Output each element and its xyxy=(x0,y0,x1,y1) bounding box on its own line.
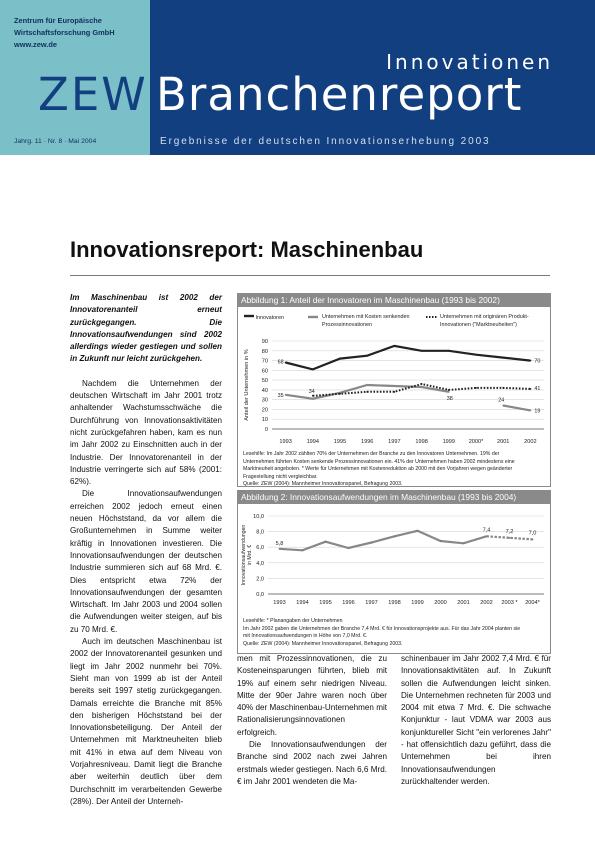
innovators-line xyxy=(286,346,531,370)
institute-line: Zentrum für Europäische xyxy=(14,16,102,25)
y-tick-label: 8,0 xyxy=(256,529,264,536)
legend-label: Unternehmen mit originären Produkt-Innovationen ("Marktneuheiten") xyxy=(440,314,529,328)
data-label: 24 xyxy=(498,397,505,404)
note-line: Fragestellung nicht vergleichbar. xyxy=(243,473,318,480)
y-tick-label: 80 xyxy=(261,348,268,355)
legend-item-market-novelty xyxy=(426,313,550,329)
y-tick-label: 0 xyxy=(264,427,268,433)
data-point xyxy=(394,391,396,393)
data-label: 7,4 xyxy=(482,527,491,534)
x-tick-label: 1996 xyxy=(342,600,355,606)
y-tick-label: 70 xyxy=(261,358,268,365)
data-point xyxy=(339,393,341,395)
data-point xyxy=(486,535,488,537)
y-tick-label: 20 xyxy=(261,407,268,414)
data-point xyxy=(312,398,314,400)
note-line: mit Innovationsaufwendungen in Höhe von 7,0 Mrd. €. xyxy=(243,633,368,640)
data-label: 7,0 xyxy=(528,530,537,537)
figure-1-title: Abbildung 1: Anteil der Innovatoren im Maschinenbau (1993 bis 2002) xyxy=(237,293,551,307)
data-point xyxy=(502,405,504,407)
institute-url[interactable]: www.zew.de xyxy=(14,40,57,49)
note-line: Unternehmen führten Kosten senkende Prozessinnovationen ein. 41% der Unternehmen haben 2002 mindestens eine xyxy=(243,458,515,465)
data-point xyxy=(475,354,477,356)
y-axis-label: Anteil der Unternehmen in % xyxy=(244,349,250,421)
data-point xyxy=(325,541,327,543)
data-point xyxy=(366,384,368,386)
left-column xyxy=(70,292,222,808)
lead-paragraph: Im Maschinenbau ist 2002 der Innovatorenanteil erneut zurückgegangen. Die Innovationsaufwendungen sind 2002 allerdings wieder gestiegen und sollen in Zukunft nur leicht zurückgehen. xyxy=(70,293,222,364)
body-paragraph: Die Innovationsaufwendungen erreichen 2002 jedoch erneut einen neuen Höchststand, da vor allem die Großunternehmen in Summe weiter kräftig in Innovationen investieren. Die Innovationsaufwendungen der deutschen Industrie summieren sich auf 68 Mrd. €. Dies entspricht etwa 72% der Innovationsaufwendungen der gesamten Wirtschaft. Im Jahr 2003 und 2004 sollen die Aufwendungen weiter steigen, auf bis zu 70 Mrd. €. xyxy=(70,489,222,634)
data-point xyxy=(421,386,423,388)
title-rule xyxy=(70,275,550,276)
body-paragraph: Auch im deutschen Maschinenbau ist 2002 der Innovatorenanteil gesunken und liegt im Jahr 2002 nunmehr bei 70%. Sieht man von 1999 ab ist der Anteil bereits seit 1997 stetig zurückgegangen. Damals erreichte die Branche mit 85% den bisherigen Höchststand bei der Innovationsbeteiligung. Der Anteil der Unternehmen mit Marktneuheiten blieb mit 41% in etwa auf dem Niveau von Vorjahresniveau. Damit liegt die Branche aber weiterhin deutlich über dem Durchschnitt im verarbeitenden Gewerbe (28%). Der Anteil der Unterneh- xyxy=(70,637,222,806)
note-line: Marktneuheit angeboten. * Werte für Unternehmen mit Kostenreduktion ab 2000 mit den Vorjahren wegen geänderter xyxy=(243,466,513,473)
x-tick-label: 2002 xyxy=(524,439,537,445)
data-point xyxy=(394,345,396,347)
x-tick-label: 1998 xyxy=(415,439,428,445)
data-point xyxy=(421,350,423,352)
y-tick-label: 40 xyxy=(261,387,268,394)
data-point xyxy=(530,388,532,390)
y-tick-label: 90 xyxy=(261,339,268,345)
legend-swatch-solid xyxy=(244,313,254,319)
y-tick-label: 50 xyxy=(261,378,268,385)
x-tick-label: 1999 xyxy=(411,600,424,606)
legend-label: Unternehmen mit Kosten senkenden Prozessinnovationen xyxy=(322,314,410,328)
x-tick-label: 2001 xyxy=(496,439,510,445)
data-point xyxy=(366,391,368,393)
data-label: 68 xyxy=(277,359,284,366)
x-tick-label: 1994 xyxy=(296,600,309,606)
note-line: Im Jahr 2002 gaben die Unternehmen der Branche 7,4 Mrd. € für Innovationsprojekte aus. Für das Jahr 2004 planten sie xyxy=(243,625,521,632)
data-point xyxy=(502,387,504,389)
data-point xyxy=(530,410,532,412)
data-label: 35 xyxy=(277,392,284,399)
note-line: Lesehilfe: * Planangaben der Unternehmen xyxy=(243,618,343,624)
data-point xyxy=(312,368,314,370)
masthead xyxy=(0,0,595,155)
x-tick-label: 1997 xyxy=(365,600,378,606)
data-point xyxy=(417,530,419,532)
right-column xyxy=(401,653,551,788)
data-point xyxy=(448,350,450,352)
y-axis-label: Innovationsaufwendungen xyxy=(241,524,247,586)
x-tick-label: 2000* xyxy=(468,439,484,445)
data-point xyxy=(463,542,465,544)
legend-swatch-dotted xyxy=(426,314,438,320)
figure-2-title: Abbildung 2: Innovationsaufwendungen im Maschinenbau (1993 bis 2004) xyxy=(237,490,551,504)
x-tick-label: 1996 xyxy=(360,439,374,445)
body-paragraph: schinenbauer im Jahr 2002 7,4 Mrd. € für Innovationsaktivitäten auf. In Zukunft sollen die Aufwendungen leicht sinken. Die Unternehmen rechneten für 2003 und 2004 mit etwa 7 Mrd. €. Die schwache Konjunktur - laut VDMA war 2003 aus konjunktureller Sicht "ein verlorenes Jahr" - hat offensichtlich dazu geführt, dass die Unternehmen bei ihren Innovationsaufwendungen zurückhaltender werden. xyxy=(401,654,551,786)
figure-1-note xyxy=(243,451,545,489)
body-paragraph: men mit Prozessinnovationen, die zu Kosteneinsparungen führten, blieb mit 19% auf einem sehr niedrigen Niveau. Mitte der 90er Jahre waren noch über 40% der Maschinenbau-Unternehmen mit Rationalisierungsinnovationen erfolgreich. xyxy=(237,654,387,737)
x-tick-label: 1998 xyxy=(388,600,401,606)
institute-line: Wirtschaftsforschung GmbH xyxy=(14,28,115,37)
note-line: Lesehilfe: Im Jahr 2002 zählten 70% der Unternehmen der Branche zu den Innovatoren Unternehmen. 19% der xyxy=(243,451,500,457)
figure-2 xyxy=(237,490,551,654)
note-line: Quelle: ZEW (2004): Mannheimer Innovationspanel, Befragung 2003. xyxy=(243,481,403,488)
legend-swatch-grey xyxy=(308,314,318,320)
innovator-share-chart xyxy=(238,333,550,453)
figure-2-note xyxy=(243,618,545,648)
page-title: Innovationsreport: Maschinenbau xyxy=(70,237,424,262)
data-point xyxy=(394,535,396,537)
x-tick-label: 2002 xyxy=(480,600,493,606)
x-tick-label: 1994 xyxy=(306,439,320,445)
y-tick-label: 4,0 xyxy=(256,560,264,567)
x-tick-label: 1997 xyxy=(388,439,401,445)
institute-address xyxy=(14,15,148,51)
data-point xyxy=(279,548,281,550)
data-label: 34 xyxy=(308,388,315,395)
y-tick-label: 6,0 xyxy=(256,545,264,552)
x-tick-label: 2004* xyxy=(525,600,540,606)
data-point xyxy=(339,358,341,360)
data-label: 7,2 xyxy=(505,528,514,535)
data-point xyxy=(448,391,450,393)
note-line: Quelle: ZEW (2004): Mannheimer Innovationspanel, Befragung 2003. xyxy=(243,640,403,647)
body-paragraph: Nachdem die Unternehmen der deutschen Wirtschaft im Jahr 2001 trotz anhaltender Wachstumsschwäche die Durchführung von Innovationsaktivitäten nicht zurückgefahren haben, kam es nun im Jahr 2002 zu Einschnitten auch in der Industrie. Der Innovatorenanteil in der Industrie verringerte sich auf 58% (2001: 62%). xyxy=(70,378,222,487)
x-tick-label: 1993 xyxy=(273,600,286,606)
zew-logo: ZEW xyxy=(38,68,148,121)
y-tick-label: 10,0 xyxy=(253,514,264,520)
y-tick-label: 0,0 xyxy=(256,592,264,598)
y-tick-label: 10 xyxy=(261,417,268,424)
figure-1 xyxy=(237,293,551,487)
data-point xyxy=(302,549,304,551)
data-point xyxy=(371,542,373,544)
x-tick-label: 1995 xyxy=(333,439,347,445)
data-point xyxy=(394,385,396,387)
y-tick-label: 2,0 xyxy=(256,576,264,583)
data-point xyxy=(312,395,314,397)
x-tick-label: 2000 xyxy=(434,600,447,606)
series-title: Branchenreport xyxy=(156,68,523,121)
body-paragraph: Die Innovationsaufwendungen der Branche sind 2002 nach zwei Jahren erstmals wieder gestiegen. Nach 6,6 Mrd. € im Jahr 2001 wendeten die Ma- xyxy=(237,740,387,786)
data-point xyxy=(502,357,504,359)
y-axis-label: in Mrd. € xyxy=(247,544,253,566)
data-label: 19 xyxy=(534,408,541,415)
innovation-expenditure-chart xyxy=(238,508,550,612)
y-tick-label: 60 xyxy=(261,368,268,375)
data-label: 5,8 xyxy=(275,540,284,547)
data-point xyxy=(475,387,477,389)
legend-label: Innovatoren xyxy=(255,315,284,321)
data-point xyxy=(532,539,534,541)
legend-item-process xyxy=(308,313,412,329)
data-point xyxy=(348,547,350,549)
y-tick-label: 30 xyxy=(261,397,268,404)
data-point xyxy=(285,362,287,364)
x-tick-label: 1993 xyxy=(279,439,292,445)
issue-info: Jahrg. 11 · Nr. 8 · Mai 2004 xyxy=(14,138,97,145)
data-point xyxy=(440,540,442,542)
strapline: Ergebnisse der deutschen Innovationserhebung 2003 xyxy=(160,136,491,147)
data-point xyxy=(448,389,450,391)
data-point xyxy=(509,537,511,539)
data-label: 41 xyxy=(534,385,541,392)
data-point xyxy=(366,355,368,357)
data-point xyxy=(421,383,423,385)
middle-column xyxy=(237,653,387,788)
figure-1-box xyxy=(237,307,551,487)
figure-2-box xyxy=(237,504,551,654)
x-tick-label: 2001 xyxy=(457,600,470,606)
data-label: 70 xyxy=(534,358,541,365)
series-subtitle: Innovationen xyxy=(386,50,553,74)
data-label: 38 xyxy=(446,395,453,402)
x-tick-label: 1999 xyxy=(442,439,456,445)
x-tick-label: 1995 xyxy=(319,600,332,606)
x-tick-label: 2003 * xyxy=(501,600,518,606)
data-point xyxy=(285,394,287,396)
data-point xyxy=(530,360,532,362)
